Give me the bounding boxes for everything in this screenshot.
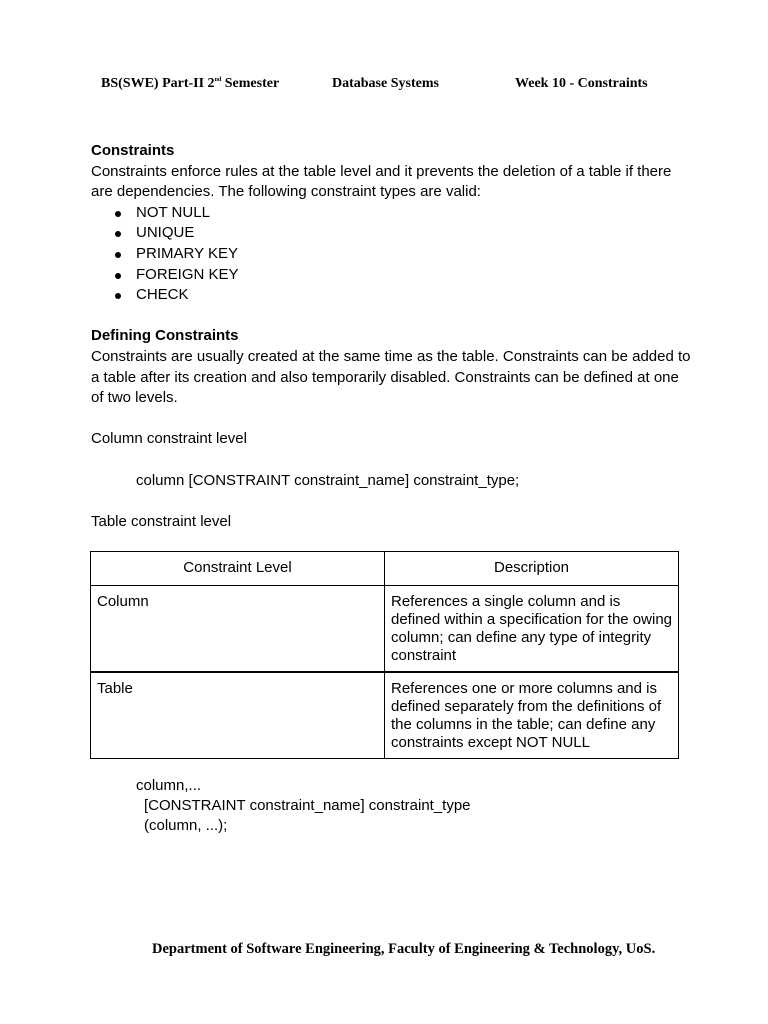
list-item: CHECK: [91, 285, 691, 306]
table-header-row: [91, 552, 679, 586]
constraints-heading: Constraints: [91, 142, 175, 159]
constraint-level-table: [90, 551, 679, 759]
week-title: Week 10 - Constraints: [515, 76, 648, 91]
table-cell: Table: [91, 672, 385, 759]
subject-title: Database Systems: [332, 76, 439, 91]
column-header: Constraint Level: [91, 552, 385, 586]
table-constraint-syntax: [136, 776, 471, 836]
syntax-line: [CONSTRAINT constraint_name] constraint_type: [144, 797, 471, 814]
column-level-label: Column constraint level: [91, 430, 247, 448]
list-item: NOT NULL: [91, 203, 691, 224]
list-item: PRIMARY KEY: [91, 244, 691, 265]
table-level-label: Table constraint level: [91, 512, 232, 530]
defining-constraints-body: Constraints are usually created at the same time as the table. Constraints can be added to a table after its creation and also temporarily disabled. Constraints can be defined at one of two levels.: [91, 347, 691, 407]
course-info: BS(SWE) Part-II 2nd Semester: [101, 76, 280, 91]
page-header: [0, 76, 768, 94]
syntax-line: (column, ...);: [144, 817, 228, 834]
table-row: [91, 672, 679, 759]
list-item: UNIQUE: [91, 223, 691, 244]
column-syntax: column [CONSTRAINT constraint_name] constraint_type;: [136, 471, 520, 489]
table-row: [91, 586, 679, 673]
table-cell: References one or more columns and is defined separately from the definitions of the columns in the table; can define any constraints except NOT NULL: [385, 672, 679, 759]
syntax-line: column,...: [136, 777, 202, 794]
table-cell: References a single column and is defined within a specification for the owing column; can define any type of integrity constraint: [385, 586, 679, 673]
table-cell: Column: [91, 586, 385, 673]
list-item: FOREIGN KEY: [91, 265, 691, 286]
ordinal-suffix: nd: [214, 77, 222, 83]
column-header: Description: [385, 552, 679, 586]
main-content: [91, 141, 691, 532]
defining-constraints-heading: Defining Constraints: [91, 327, 239, 345]
constraint-types-list: [91, 203, 691, 306]
page-footer: Department of Software Engineering, Faculty of Engineering & Technology, UoS.: [152, 941, 656, 957]
constraints-intro: Constraints enforce rules at the table level and it prevents the deletion of a table if there are dependencies. The following constraint types are valid:: [91, 162, 672, 201]
